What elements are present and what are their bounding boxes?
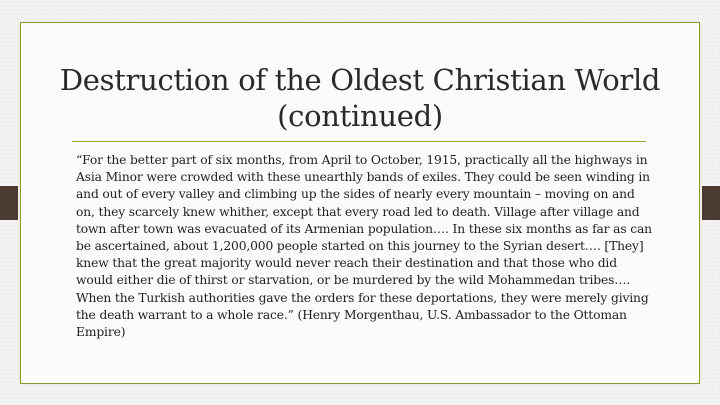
left-side-tab <box>0 186 18 220</box>
slide-title-line-1: Destruction of the Oldest Christian World <box>59 63 661 97</box>
quote-text: “For the better part of six months, from April to October, 1915, practically all the highways in Asia Minor were crowded with these unearthly bands of exiles. They could be seen winding in and out of every valley and climbing up the sides of nearly every mountain – moving on and on, they scarcely knew whither, except that every road led to death. Village after village and town after town was evacuated of its Armenian population…. In these six months as far as can be ascertained, about 1,200,000 people started on this journey to the Syrian desert…. [They] knew that the great majority would never reach their destination and that those who did would either die of thirst or starvation, or be murdered by the wild Mohammedan tribes…. When the Turkish authorities gave the orders for these deportations, they were merely giving the death warrant to a whole race.” (Henry Morgenthau, U.S. Ambassador to the Ottoman Empire) <box>76 153 652 340</box>
slide-title-line-2: (continued) <box>277 99 443 133</box>
slide-title <box>40 62 680 134</box>
title-divider <box>72 141 646 142</box>
right-side-tab <box>702 186 720 220</box>
